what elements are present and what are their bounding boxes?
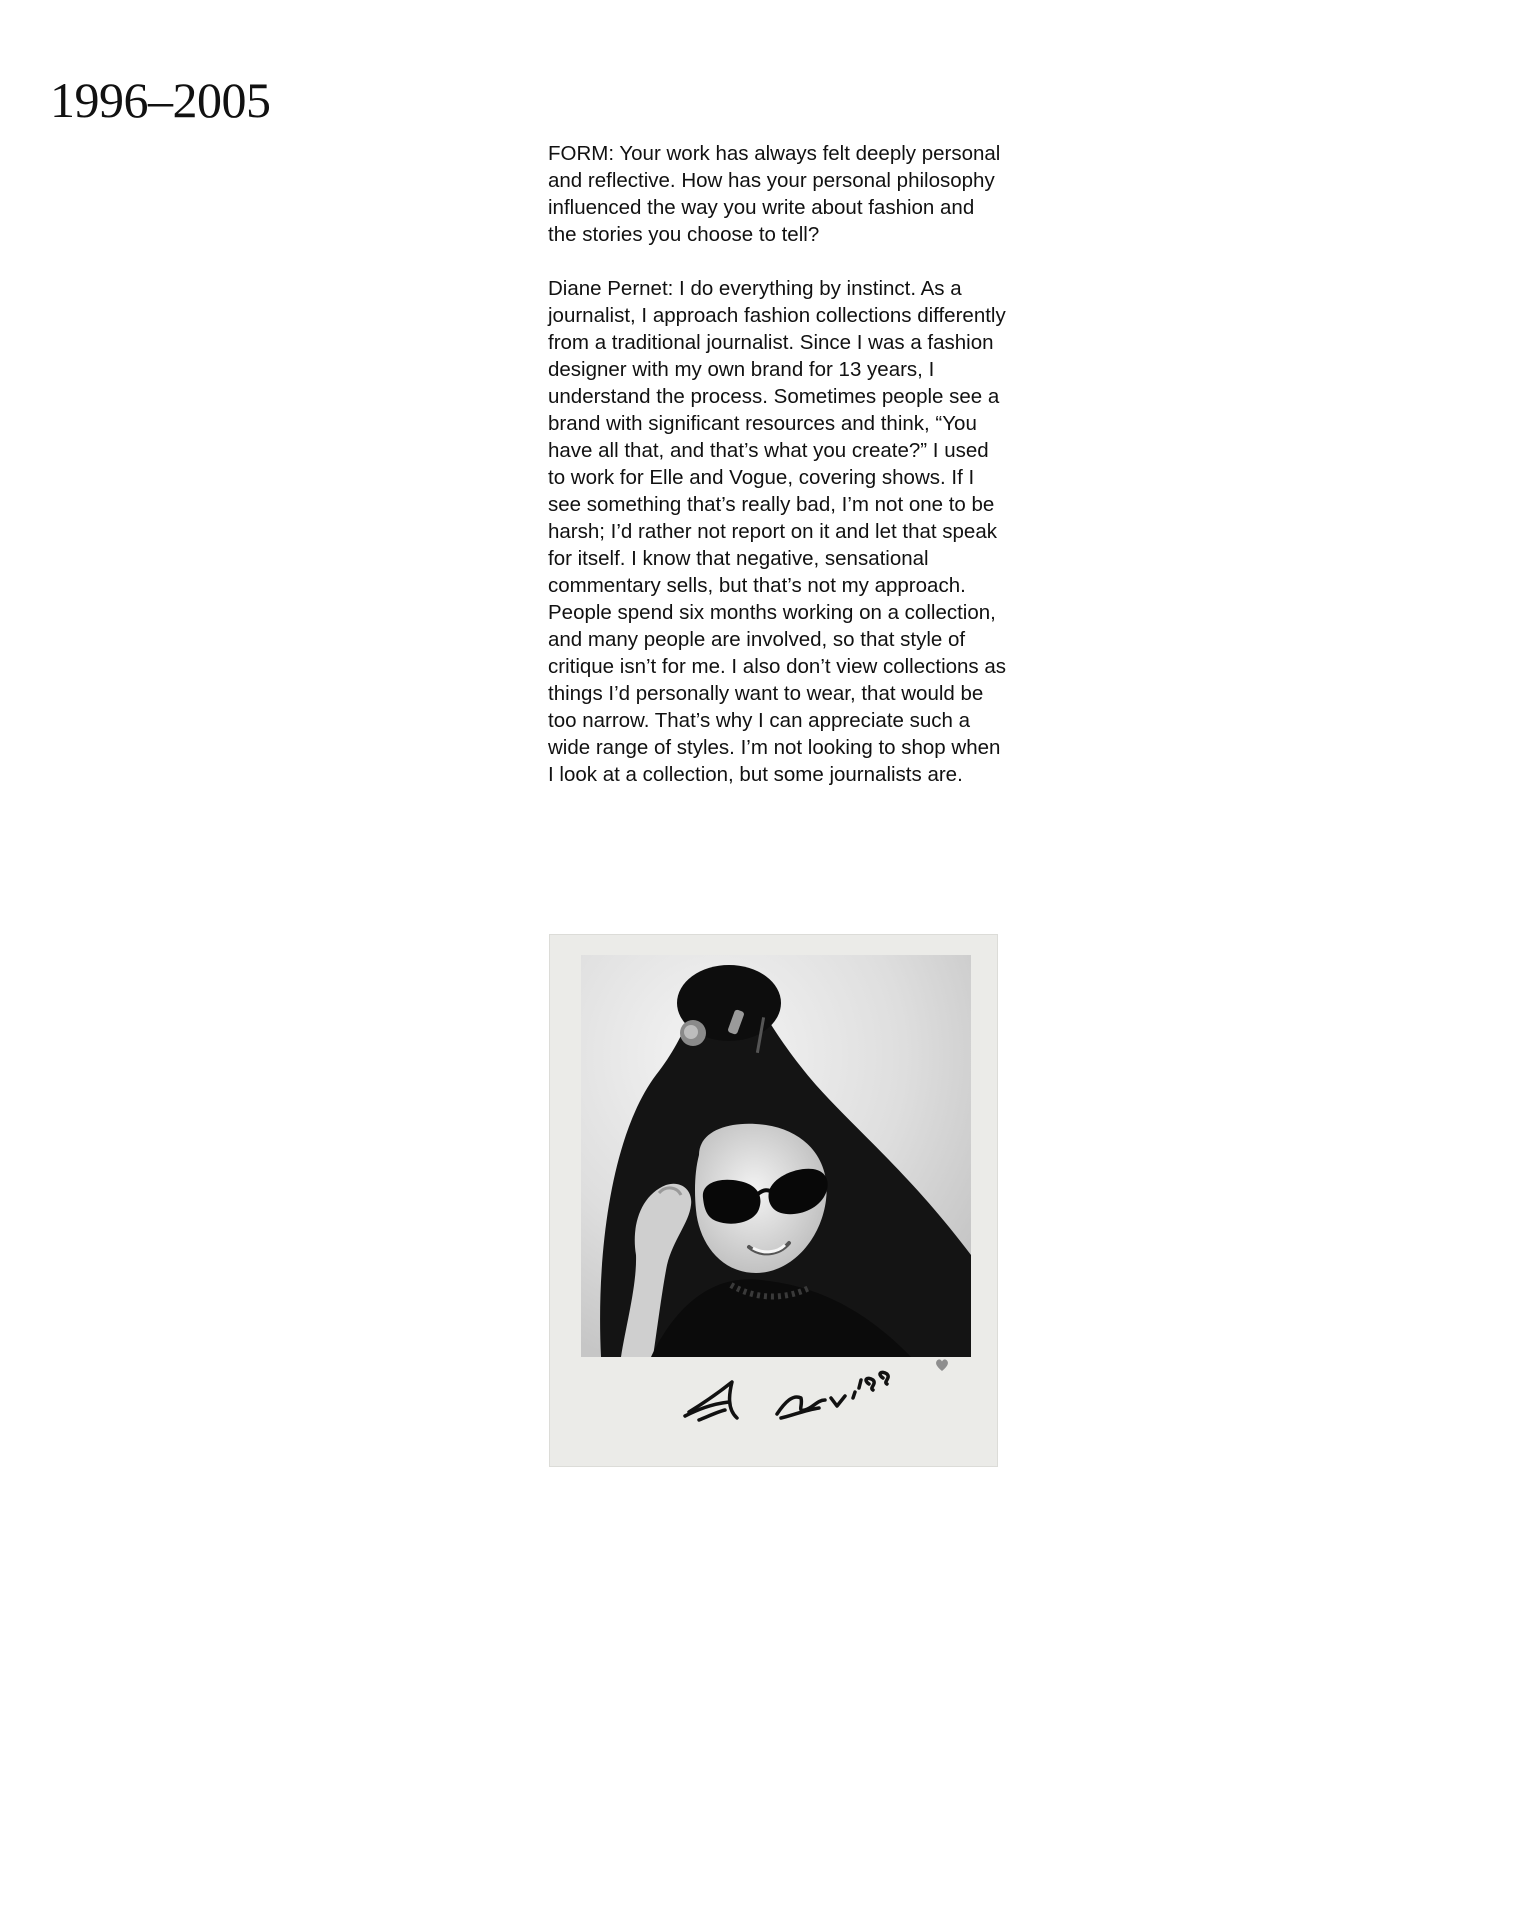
interview-article bbox=[548, 140, 1008, 815]
interview-answer: Diane Pernet: I do everything by instinct. As a journalist, I approach fashion collections differently from a traditional journalist. Since I was a fashion designer with my own brand for 13 years, I understand the process. Sometimes people see a brand with significant resources and think, “You have all that, and that’s what you create?” I used to work for Elle and Vogue, covering shows. If I see something that’s really bad, I’m not one to be harsh; I’d rather not report on it and let that speak for itself. I know that negative, sensational commentary sells, but that’s not my approach. People spend six months working on a collection, and many people are involved, so that style of critique isn’t for me. I also don’t view collections as things I’d personally want to wear, that would be too narrow. That’s why I can appreciate such a wide range of styles. I’m not looking to shop when I look at a collection, but some journalists are. bbox=[548, 277, 1007, 786]
page-title: 1996–2005 bbox=[50, 72, 271, 128]
portrait-image bbox=[581, 955, 971, 1357]
polaroid-photo bbox=[549, 934, 998, 1467]
interview-question: FORM: Your work has always felt deeply personal and reflective. How has your personal philosophy influenced the way you write about fashion and the stories you choose to tell? bbox=[548, 142, 1001, 246]
handwritten-signature bbox=[677, 1354, 977, 1454]
heart-icon bbox=[934, 1357, 950, 1373]
